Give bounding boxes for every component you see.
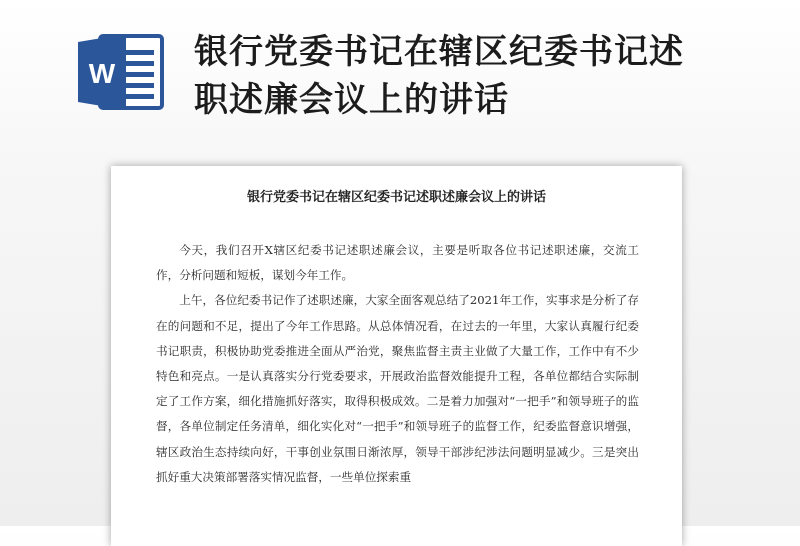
document-body [156, 238, 639, 490]
page-title [194, 28, 774, 124]
word-document-icon [76, 30, 166, 114]
document-page-preview [111, 166, 682, 546]
title-line-2: 职述廉会议上的讲话 [194, 80, 509, 120]
document-title: 银行党委书记在辖区纪委书记述职述廉会议上的讲话 [246, 190, 546, 205]
title-line-1: 银行党委书记在辖区纪委书记述 [194, 32, 684, 72]
word-icon-letter: W [88, 58, 116, 89]
paragraph-1: 今天，我们召开X辖区纪委书记述职述廉会议，主要是听取各位书记述职述廉，交流工作，分析问题和短板，谋划今年工作。 [156, 243, 639, 283]
paragraph-2: 上午，各位纪委书记作了述职述廉，大家全面客观总结了2021年工作，实事求是分析了存在的问题和不足，提出了今年工作思路。从总体情况看，在过去的一年里，大家认真履行纪委书记职责，积极协助党委推进全面从严治党，聚焦监督主责主业做了大量工作，工作中有不少特色和亮点。一是认真落实分行党委要求，开展政治监督效能提升工程，各单位都结合实际制定了工作方案，细化措施抓好落实，取得积极成效。二是着力加强对“一把手”和领导班子的监督，各单位制定任务清单，细化实化对“一把手”和领导班子的监督工作，纪委监督意识增强，辖区政治生态持续向好，干事创业氛围日渐浓厚，领导干部涉纪涉法问题明显减少。三是突出抓好重大决策部署落实情况监督，一些单位探索重 [156, 293, 639, 484]
